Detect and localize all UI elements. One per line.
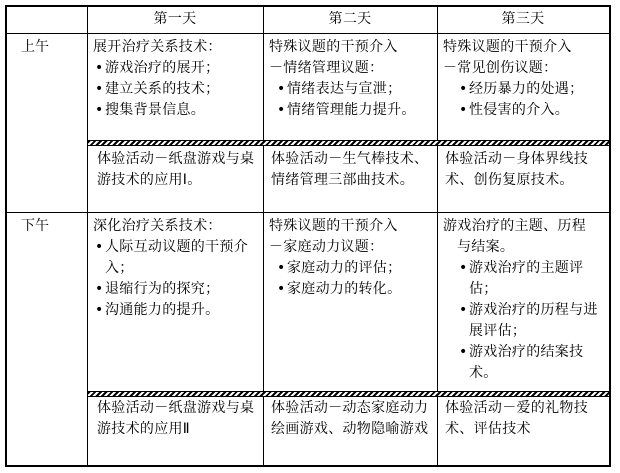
list-item: • 游戏治疗的历程与进展评估； [459, 302, 598, 339]
topic-title: 深化治疗关系技术： [93, 218, 222, 234]
row-label-morning: 上午 [21, 39, 49, 55]
topic-title: 特殊议题的干预介入 [269, 39, 398, 55]
morning-day3-topic [443, 37, 609, 121]
row-label-afternoon: 下午 [21, 218, 49, 234]
topic-title: 特殊议题的干预介入 [443, 39, 572, 55]
list-item: • 沟通能力的提升。 [95, 302, 220, 318]
list-item: • 游戏治疗的展开； [95, 60, 220, 76]
topic-subtitle: 与结案。 [457, 239, 515, 255]
list-item: • 家庭动力的转化。 [277, 281, 402, 297]
afternoon-day1-topic [93, 216, 259, 321]
list-item: • 游戏治疗的主题评估； [459, 260, 584, 297]
schedule-table [5, 5, 611, 467]
list-item: • 搜集背景信息。 [95, 102, 206, 118]
list-item: • 经历暴力的处遇； [459, 81, 584, 97]
header-day1: 第一天 [153, 11, 197, 27]
list-item: • 退缩行为的探究； [95, 281, 220, 297]
morning-day1-topic [93, 37, 259, 121]
section-divider-hatched [88, 391, 609, 397]
list-item: • 游戏治疗的结案技术。 [459, 344, 584, 381]
list-item: • 性侵害的介入。 [459, 102, 570, 118]
afternoon-day2-activity: 体验活动－动态家庭动力绘画游戏、动物隐喻游戏 [271, 400, 429, 437]
afternoon-day1-activity: 体验活动－纸盘游戏与桌游技术的应用Ⅱ [97, 400, 255, 437]
topic-list [269, 79, 435, 121]
list-item: • 人际互动议题的干预介入； [95, 239, 248, 276]
topic-subtitle: －家庭动力议题： [269, 239, 384, 255]
list-item: • 情绪表达与宣泄； [277, 81, 402, 97]
morning-day2-topic [269, 37, 435, 121]
morning-day2-activity: 体验活动－生气棒技术、情绪管理三部曲技术。 [271, 151, 429, 188]
topic-list [269, 258, 435, 300]
topic-subtitle: －常见创伤议题： [443, 60, 558, 76]
morning-day1-activity: 体验活动－纸盘游戏与桌游技术的应用Ⅰ。 [97, 151, 255, 188]
header-day2: 第二天 [328, 11, 372, 27]
topic-list [93, 237, 259, 321]
header-day3: 第三天 [501, 11, 545, 27]
row-divider [7, 33, 609, 34]
section-divider-hatched [88, 140, 609, 146]
topic-title: 游戏治疗的主题、历程 [443, 218, 586, 234]
topic-title: 特殊议题的干预介入 [269, 218, 398, 234]
list-item: • 建立关系的技术； [95, 81, 220, 97]
afternoon-day3-topic [443, 216, 609, 384]
afternoon-day2-topic [269, 216, 435, 300]
list-item: • 情绪管理能力提升。 [277, 102, 416, 118]
topic-title: 展开治疗关系技术： [93, 39, 222, 55]
topic-subtitle: －情绪管理议题： [269, 60, 384, 76]
morning-day3-activity: 体验活动－身体界线技术、创伤复原技术。 [445, 151, 588, 188]
list-item: • 家庭动力的评估； [277, 260, 402, 276]
row-divider [7, 212, 609, 213]
topic-list [443, 258, 609, 384]
afternoon-day3-activity: 体验活动－爱的礼物技术、评估技术 [445, 400, 588, 437]
topic-list [93, 58, 259, 121]
topic-list [443, 79, 609, 121]
